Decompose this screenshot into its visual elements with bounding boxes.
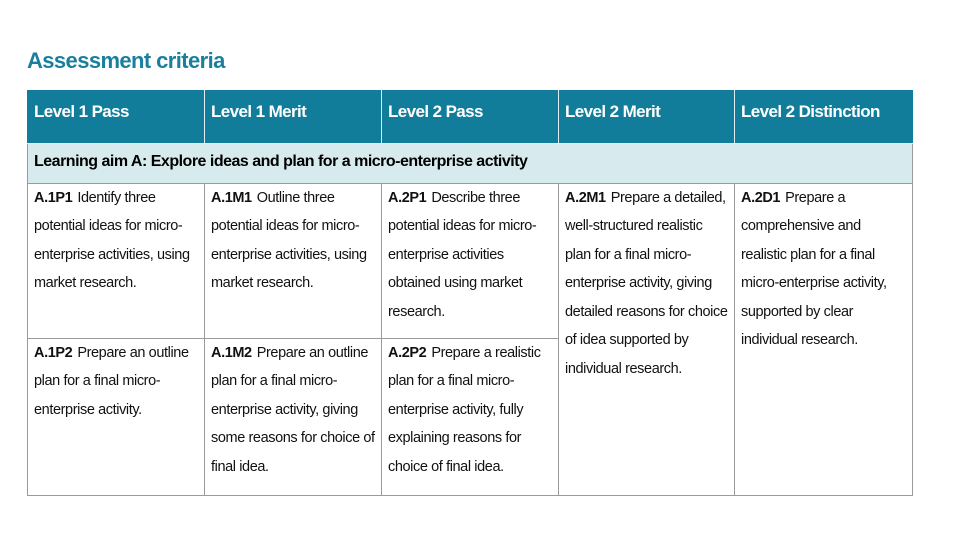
criterion-code: A.2D1 [741,189,781,206]
criterion-a2p2 [382,338,559,495]
header-row [28,90,913,143]
page-title: Assessment criteria [27,48,225,73]
header-level-1-merit: Level 1 Merit [205,90,382,143]
criterion-text: Prepare a detailed, well-structured realistic plan for a final micro-enterprise activity, giving detailed reasons for choice of idea supported by individual research. [565,189,728,377]
criterion-code: A.1P1 [34,189,73,206]
criterion-text: Outline three potential ideas for micro-enterprise activities, using market research. [211,189,367,291]
criterion-code: A.2P2 [388,344,427,361]
criterion-a1p2 [28,338,205,495]
criterion-code: A.1M2 [211,344,252,361]
criterion-a1m1 [205,183,382,338]
header-level-2-pass: Level 2 Pass [382,90,559,143]
learning-aim-label: Learning aim A: Explore ideas and plan for a micro-enterprise activity [28,143,913,183]
criterion-a2p1 [382,183,559,338]
criterion-code: A.1P2 [34,344,73,361]
header-level-2-merit: Level 2 Merit [559,90,735,143]
criterion-text: Identify three potential ideas for micro-enterprise activities, using market research. [34,189,190,291]
criterion-text: Prepare an outline plan for a final micro-enterprise activity, giving some reasons for choice of final idea. [211,344,375,475]
criterion-a1m2 [205,338,382,495]
header-level-1-pass: Level 1 Pass [28,90,205,143]
table-row [28,183,913,338]
criterion-text: Describe three potential ideas for micro-enterprise activities obtained using market research. [388,189,537,320]
criterion-code: A.1M1 [211,189,252,206]
criterion-text: Prepare a comprehensive and realistic plan for a final micro-enterprise activity, supported by clear individual research. [741,189,887,348]
criterion-a1p1 [28,183,205,338]
criterion-a2d1 [735,183,913,495]
header-level-2-distinction: Level 2 Distinction [735,90,913,143]
criterion-text: Prepare a realistic plan for a final micro-enterprise activity, fully explaining reasons for choice of final idea. [388,344,541,475]
criterion-code: A.2M1 [565,189,606,206]
assessment-criteria-table [27,90,913,496]
criterion-code: A.2P1 [388,189,427,206]
criterion-a2m1 [559,183,735,495]
criterion-text: Prepare an outline plan for a final micro-enterprise activity. [34,344,189,418]
learning-aim-row [28,143,913,183]
